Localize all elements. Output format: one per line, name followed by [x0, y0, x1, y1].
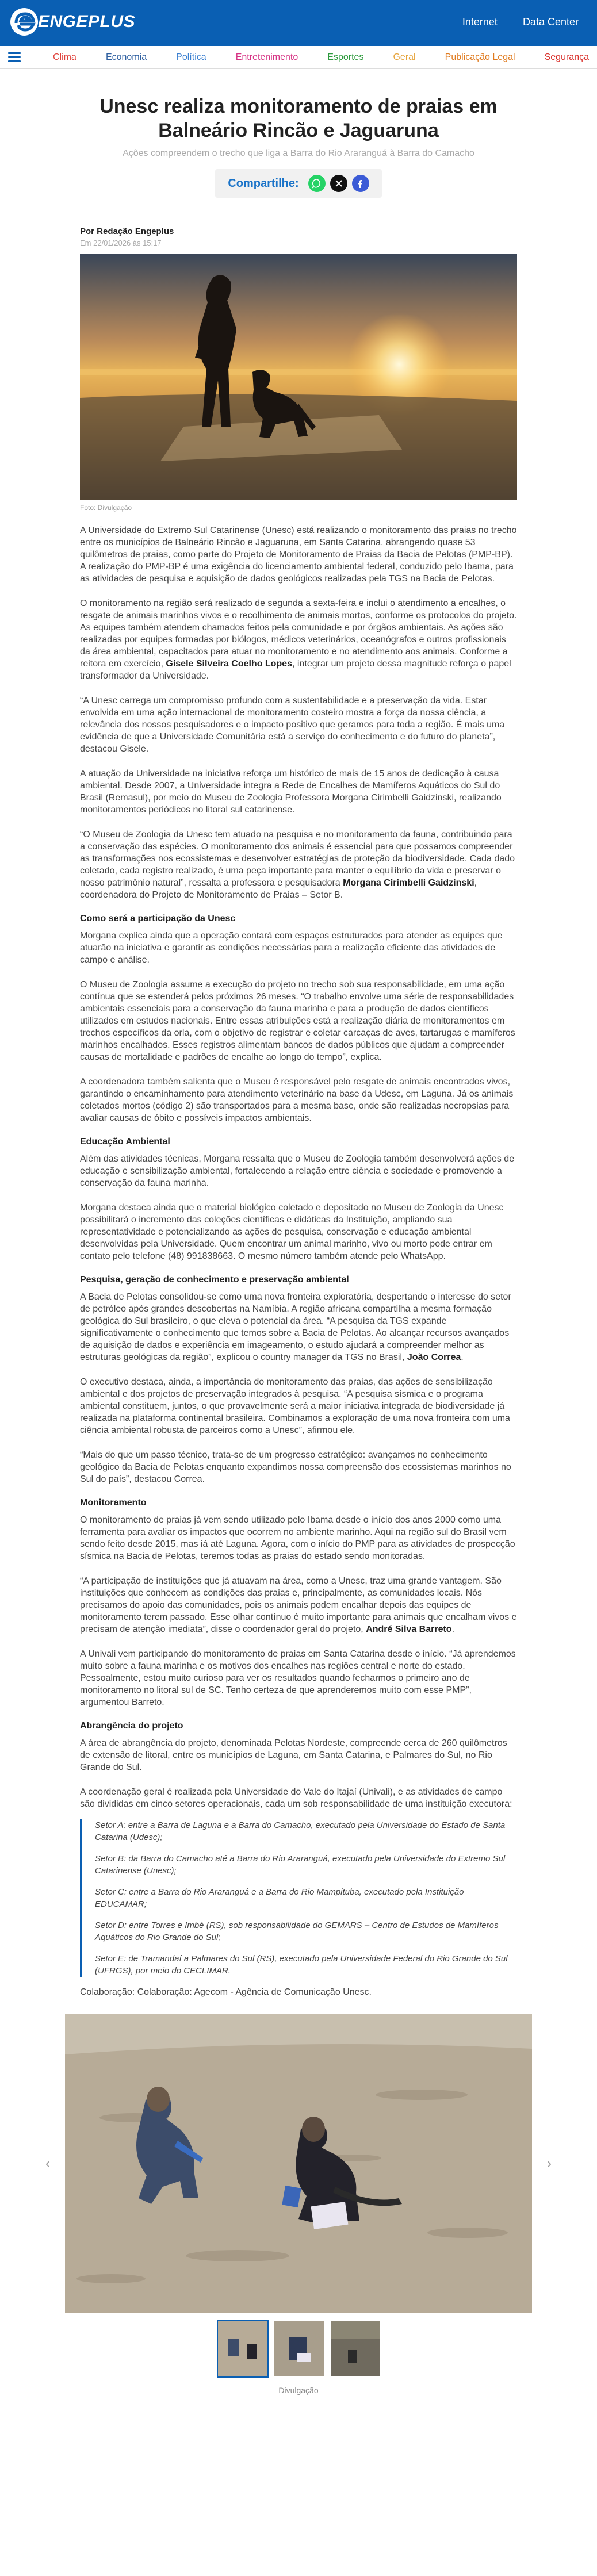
paragraph: A Univali vem participando do monitoramento de praias em Santa Catarina desde o início. “Já aprendemos muito sobre a fauna marinha e os motivos dos encalhes nas regiões central e norte do estado. Pessoalmente, estou muito curioso para ver os resultados quando fecharmos o primeiro ano de monitoramento no litoral sul de SC. Tenho certeza de que aprenderemos muito com esse PMP”, argumentou Barreto.	[80, 1649, 516, 1707]
paragraph: O executivo destaca, ainda, a importância do monitoramento das praias, das ações de sensibilização ambiental e dos projetos de preservação integrados à pesquisa. “A pesquisa sísmica e o programa ambiental constituem, juntos, o que provavelmente será a maior iniciativa integrada de biodiversidade já realizada na plataforma continental brasileira. Combinamos a exploração de uma nova fronteira com uma ciência ambiental robusta de parceiros como a Unesc”, afirmou ele.	[80, 1377, 510, 1435]
category-link[interactable]: Segurança	[544, 52, 589, 62]
paragraph: O Museu de Zoologia assume a execução do projeto no trecho sob sua responsabilidade, em uma ação contínua que se estenderá pelos próximos 26 meses. “O trabalho envolve uma série de responsabilidades ambientais essenciais para a conservação da fauna marinha e para a produção de dados científicos utilizados em estudos nacionais. Entre essas atribuições está a realização diária de monitoramentos em trechos específicos da orla, com o objetivo de registrar e coletar carcaças de aves, tartarugas e mamíferos marinhos encalhados. Esses registros alimentam bancos de dados públicos que ajudam a compreender causas de mortalidade e padrões de encalhe ao longo do tempo”, explica.	[80, 980, 515, 1062]
category-link[interactable]: Esportes	[327, 52, 364, 62]
category-link[interactable]: Geral	[393, 52, 416, 62]
x-twitter-icon[interactable]	[330, 175, 347, 192]
article-subtitle: Ações compreendem o trecho que liga a Barra do Rio Araranguá à Barra do Camacho	[123, 148, 474, 158]
engeplus-logo-icon	[8, 6, 40, 38]
gallery-main-image	[65, 2014, 532, 2313]
article	[45, 69, 552, 2395]
paragraph: Além das atividades técnicas, Morgana ressalta que o Museu de Zoologia também desenvolverá ações de educação e sensibilização ambiental, fortalecendo a relação entre ciência e sociedade e promovendo a conservação da fauna marinha.	[80, 1154, 515, 1188]
collaboration-credit: Colaboração: Colaboração: Agecom - Agência de Comunicação Unesc.	[80, 1987, 372, 1997]
sector-item: Setor A: entre a Barra de Laguna e a Barra do Camacho, executado pela Universidade do Estado de Santa Catarina (Udesc);	[95, 1820, 506, 1842]
paragraph: “Mais do que um passo técnico, trata-se de um progresso estratégico: avançamos no conhecimento geológico da Bacia de Pelotas enquanto expandimos nossa compreensão dos ecossistemas marinhos no Sul do país”, destacou Correa.	[80, 1450, 511, 1484]
person-name: Gisele Silveira Coelho Lopes	[166, 659, 293, 669]
sector-item: Setor E: de Tramandaí a Palmares do Sul (RS), executado pela Universidade Federal do Rio Grande do Sul (UFRGS), por meio do CECLIMAR.	[95, 1954, 508, 1976]
share-bar	[215, 169, 381, 198]
person-name: Morgana Cirimbelli Gaidzinski	[343, 878, 474, 888]
gallery-thumbnail[interactable]	[218, 2321, 267, 2376]
category-link[interactable]: Entretenimento	[235, 52, 298, 62]
section-heading: Como será a participação da Unesc	[80, 914, 236, 923]
article-title: Unesc realiza monitoramento de praias em Balneário Rincão e Jaguaruna	[100, 95, 498, 141]
brand-name: ENGEPLUS	[38, 12, 136, 31]
sector-item: Setor D: entre Torres e Imbé (RS), sob responsabilidade do GEMARS – Centro de Estudos de Mamíferos Aquáticos do Rio Grande do Sul;	[95, 1920, 499, 1942]
person-name: André Silva Barreto	[366, 1624, 452, 1634]
sector-item: Setor C: entre a Barra do Rio Araranguá e a Barra do Rio Mampituba, executado pela Instituição EDUCAMAR;	[95, 1887, 464, 1909]
site-logo[interactable]	[8, 6, 135, 38]
paragraph: A atuação da Universidade na iniciativa reforça um histórico de mais de 15 anos de dedicação à causa ambiental. Desde 2007, a Universidade integra a Rede de Encalhes de Mamíferos Aquáticos do Sul do Brasil (Remasul), por meio do Museu de Zoologia Professora Morgana Cirimbelli Gaidzinski, realizando monitoramentos periódicos no litoral sul catarinense.	[80, 769, 502, 815]
gallery-thumbnail[interactable]	[331, 2321, 380, 2376]
photo-gallery	[40, 2014, 557, 2313]
hamburger-menu-icon[interactable]	[8, 52, 21, 63]
gallery-thumbnails	[218, 2321, 517, 2376]
article-body	[80, 524, 517, 1998]
paragraph: “A Unesc carrega um compromisso profundo com a sustentabilidade e a preservação da vida. Estar envolvida em uma ação internacional de monitoramento costeiro mostra a força da nossa ciência, a relevância dos nossos pesquisadores e o impacto positivo que geramos para toda a região. É mais uma evidência de que a Universidade Comunitária está a serviço do conhecimento e do futuro do planeta”, destacou Gisele.	[80, 696, 505, 754]
paragraph: A Bacia de Pelotas consolidou-se como uma nova fronteira exploratória, despertando o interesse do setor de petróleo após grandes descobertas na Namíbia. A região africana compartilha a mesma formação geológica do Sul brasileiro, o que eleva o potencial da área. “A pesquisa da TGS expande significativamente o conhecimento que temos sobre a Bacia de Pelotas. Ao alcançar recursos avançados de aquisição de dados e experiência em imageamento, o estudo ajudará a compreender melhor as estruturas geológicas da região”, explicou o country manager da TGS no Brasil, João Correa.	[80, 1292, 511, 1362]
paragraph: Morgana explica ainda que a operação contará com espaços estruturados para atender as equipes que atuarão na iniciativa e garantir as condições necessárias para a realização eficiente das atividades de campo e análise.	[80, 931, 503, 965]
category-nav	[53, 46, 589, 69]
photo-credit: Foto: Divulgação	[80, 504, 132, 512]
gallery-caption: Divulgação	[278, 2386, 319, 2395]
paragraph: A coordenação geral é realizada pela Universidade do Vale do Itajaí (Univali), e as atividades de campo são divididas em cinco setores operacionais, cada um sob responsabilidade de uma instituição executora:	[80, 1787, 512, 1809]
gallery-next-icon[interactable]: ›	[547, 2156, 552, 2171]
article-byline: Por Redação Engeplus	[80, 227, 174, 236]
hero-photo	[80, 254, 517, 500]
category-link[interactable]: Política	[176, 52, 206, 62]
top-bar	[0, 0, 597, 46]
top-link-data-center[interactable]: Data Center	[522, 16, 579, 28]
paragraph: A área de abrangência do projeto, denominada Pelotas Nordeste, compreende cerca de 260 quilômetros de extensão de litoral, entre os municípios de Laguna, em Santa Catarina, e Palmares do Sul, no Rio Grande do Sul.	[80, 1738, 507, 1772]
category-bar	[0, 46, 597, 69]
category-link[interactable]: Economia	[105, 52, 147, 62]
category-link[interactable]: Clima	[53, 52, 76, 62]
share-label: Compartilhe:	[228, 177, 299, 190]
paragraph: “A participação de instituições que já atuavam na área, como a Unesc, traz uma grande vantagem. São instituições que conhecem as condições das praias e, principalmente, as comunidades locais. Nós precisamos do apoio das comunidades, pois os animais podem encalhar depois das equipes de monitoramento terem passado. Esse olhar contínuo é muito importante para animais que encalham vivos e precisam de atenção imediata”, disse o coordenador geral do projeto, André Silva Barreto.	[80, 1576, 517, 1634]
gallery-thumbnail[interactable]	[274, 2321, 324, 2376]
category-link[interactable]: Publicação Legal	[445, 52, 515, 62]
top-link-internet[interactable]: Internet	[462, 16, 498, 28]
person-name: João Correa	[407, 1352, 461, 1362]
section-heading: Abrangência do projeto	[80, 1721, 183, 1731]
paragraph: O monitoramento na região será realizado de segunda a sexta-feira e inclui o atendimento a encalhes, o resgate de animais marinhos vivos e o recolhimento de animais mortos, conforme os protocolos do projeto. As equipes também atendem chamados feitos pela comunidade e por órgãos ambientais. As ações são realizadas por equipes formadas por biólogos, médicos veterinários, oceanógrafos e outros profissionais da área ambiental, capacitados para atuar no monitoramento e no atendimento aos animais. Conforme a reitora em exercício, Gisele Silveira Coelho Lopes, integrar um projeto dessa magnitude reforça o papel transformador da Universidade.	[80, 599, 517, 681]
whatsapp-icon[interactable]	[308, 175, 326, 192]
sector-item: Setor B: da Barra do Camacho até a Barra do Rio Araranguá, executado pela Universidade do Extremo Sul Catarinense (Unesc);	[95, 1854, 506, 1876]
facebook-icon[interactable]	[352, 175, 369, 192]
paragraph: A coordenadora também salienta que o Museu é responsável pelo resgate de animais encontrados vivos, garantindo o encaminhamento para atendimento veterinário na base da Udesc, em Laguna. Já os animais coletados mortos (código 2) são transportados para a mesma base, onde são realizadas necropsias para avaliar causas de óbito e possíveis impactos ambientais.	[80, 1077, 514, 1123]
section-heading: Monitoramento	[80, 1498, 147, 1508]
sector-list	[80, 1819, 517, 1977]
paragraph: “O Museu de Zoologia da Unesc tem atuado na pesquisa e no monitoramento da fauna, contribuindo para a conservação das espécies. O monitoramento dos animais é essencial para que possamos compreender as transformações nos ecossistemas e desenvolver estratégias de proteção da biodiversidade. Cada dado coletado, cada registro realizado, é uma peça importante para manter o equilíbrio da vida e preservar o nosso patrimônio natural”, ressalta a professora e pesquisadora Morgana Cirimbelli Gaidzinski, coordenadora do Projeto de Monitoramento de Praias – Setor B.	[80, 830, 515, 900]
paragraph: Morgana destaca ainda que o material biológico coletado e depositado no Museu de Zoologia da Unesc possibilitará o incremento das coleções científicas e didáticas da Instituição, ampliando sua representatividade e potencializando as ações de pesquisa, conservação e educação ambiental desenvolvidas pela Universidade. Quem encontrar um animal marinho, vivo ou morto pode entrar em contato pelo telefone (48) 991838663. O mesmo número também atende pelo WhatsApp.	[80, 1203, 504, 1261]
article-date: Em 22/01/2026 às 15:17	[80, 239, 162, 247]
section-heading: Pesquisa, geração de conhecimento e preservação ambiental	[80, 1275, 349, 1285]
paragraph: A Universidade do Extremo Sul Catarinense (Unesc) está realizando o monitoramento das praias no trecho entre os municípios de Balneário Rincão e Jaguaruna, em Santa Catarina, abrangendo quase 53 quilômetros de praias, como parte do Projeto de Monitoramento de Praias da Bacia de Pelotas (PMP-BP). A realização do PMP-BP é uma exigência do licenciamento ambiental federal, conduzido pelo Ibama, para as atividades de pesquisa e aquisição de dados geológicos realizadas pela TGS na Bacia de Pelotas.	[80, 526, 517, 584]
paragraph: O monitoramento de praias já vem sendo utilizado pelo Ibama desde o início dos anos 2000 como uma ferramenta para avaliar os impactos que ocorrem no ambiente marinho. Aqui na região sul do Brasil vem sendo feito desde 2015, mas iá até Laguna. Agora, com o início do PMP para as atividades de prospecção sísmica na Bacia de Pelotas, teremos todas as praias do estado sendo monitoradas.	[80, 1515, 515, 1561]
section-heading: Educação Ambiental	[80, 1137, 170, 1147]
gallery-prev-icon[interactable]: ‹	[45, 2156, 50, 2171]
